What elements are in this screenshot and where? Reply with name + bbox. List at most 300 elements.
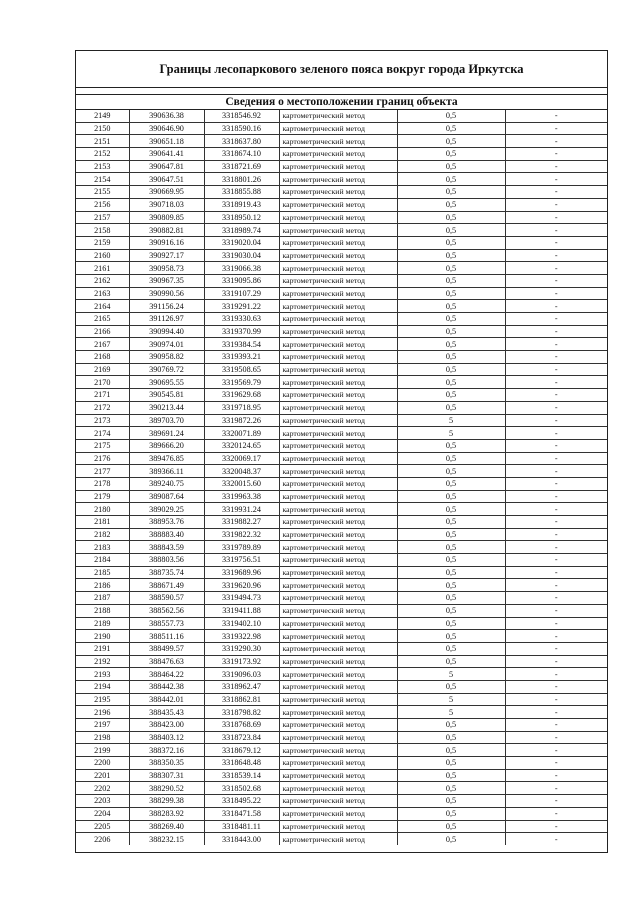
method-cell: картометрический метод <box>279 592 397 605</box>
table-row <box>76 325 607 338</box>
method-cell: картометрический метод <box>279 516 397 529</box>
point-number-cell: 2165 <box>76 313 129 326</box>
description-cell: - <box>505 186 607 199</box>
point-number-cell: 2180 <box>76 503 129 516</box>
point-number-cell: 2174 <box>76 427 129 440</box>
x-coordinate-cell: 390669.95 <box>129 186 204 199</box>
accuracy-cell: 0,5 <box>397 148 505 161</box>
method-cell: картометрический метод <box>279 224 397 237</box>
y-coordinate-cell: 3319290.30 <box>204 642 279 655</box>
table-row <box>76 287 607 300</box>
point-number-cell: 2170 <box>76 376 129 389</box>
y-coordinate-cell: 3318679.12 <box>204 744 279 757</box>
method-cell: картометрический метод <box>279 135 397 148</box>
table-row <box>76 414 607 427</box>
x-coordinate-cell: 389240.75 <box>129 477 204 490</box>
x-coordinate-cell: 390958.73 <box>129 262 204 275</box>
method-cell: картометрический метод <box>279 465 397 478</box>
method-cell: картометрический метод <box>279 680 397 693</box>
accuracy-cell: 0,5 <box>397 262 505 275</box>
table-row <box>76 604 607 617</box>
table-row <box>76 528 607 541</box>
method-cell: картометрический метод <box>279 744 397 757</box>
section-subtitle: Сведения о местоположении границ объекта <box>76 95 607 110</box>
method-cell: картометрический метод <box>279 262 397 275</box>
y-coordinate-cell: 3318919.43 <box>204 198 279 211</box>
x-coordinate-cell: 389666.20 <box>129 439 204 452</box>
accuracy-cell: 0,5 <box>397 579 505 592</box>
accuracy-cell: 5 <box>397 668 505 681</box>
point-number-cell: 2177 <box>76 465 129 478</box>
method-cell: картометрический метод <box>279 693 397 706</box>
coordinates-table <box>76 110 607 845</box>
table-row <box>76 592 607 605</box>
x-coordinate-cell: 388557.73 <box>129 617 204 630</box>
method-cell: картометрический метод <box>279 782 397 795</box>
table-row <box>76 110 607 122</box>
accuracy-cell: 5 <box>397 414 505 427</box>
point-number-cell: 2192 <box>76 655 129 668</box>
accuracy-cell: 0,5 <box>397 655 505 668</box>
method-cell: картометрический метод <box>279 439 397 452</box>
method-cell: картометрический метод <box>279 274 397 287</box>
point-number-cell: 2152 <box>76 148 129 161</box>
point-number-cell: 2155 <box>76 186 129 199</box>
accuracy-cell: 0,5 <box>397 300 505 313</box>
description-cell: - <box>505 313 607 326</box>
description-cell: - <box>505 693 607 706</box>
table-row <box>76 769 607 782</box>
accuracy-cell: 0,5 <box>397 604 505 617</box>
description-cell: - <box>505 630 607 643</box>
method-cell: картометрический метод <box>279 490 397 503</box>
accuracy-cell: 0,5 <box>397 122 505 135</box>
method-cell: картометрический метод <box>279 110 397 122</box>
description-cell: - <box>505 769 607 782</box>
table-row <box>76 274 607 287</box>
method-cell: картометрический метод <box>279 566 397 579</box>
method-cell: картометрический метод <box>279 541 397 554</box>
accuracy-cell: 0,5 <box>397 135 505 148</box>
point-number-cell: 2191 <box>76 642 129 655</box>
y-coordinate-cell: 3319963.38 <box>204 490 279 503</box>
point-number-cell: 2173 <box>76 414 129 427</box>
y-coordinate-cell: 3319789.89 <box>204 541 279 554</box>
accuracy-cell: 0,5 <box>397 363 505 376</box>
x-coordinate-cell: 390646.90 <box>129 122 204 135</box>
table-row <box>76 782 607 795</box>
table-row <box>76 516 607 529</box>
x-coordinate-cell: 388590.57 <box>129 592 204 605</box>
accuracy-cell: 5 <box>397 427 505 440</box>
table-row <box>76 465 607 478</box>
method-cell: картометрический метод <box>279 198 397 211</box>
accuracy-cell: 0,5 <box>397 820 505 833</box>
y-coordinate-cell: 3318721.69 <box>204 160 279 173</box>
method-cell: картометрический метод <box>279 477 397 490</box>
table-row <box>76 566 607 579</box>
point-number-cell: 2178 <box>76 477 129 490</box>
accuracy-cell: 0,5 <box>397 439 505 452</box>
x-coordinate-cell: 388883.40 <box>129 528 204 541</box>
table-row <box>76 351 607 364</box>
table-row <box>76 439 607 452</box>
method-cell: картометрический метод <box>279 401 397 414</box>
description-cell: - <box>505 401 607 414</box>
x-coordinate-cell: 391126.97 <box>129 313 204 326</box>
accuracy-cell: 0,5 <box>397 503 505 516</box>
method-cell: картометрический метод <box>279 617 397 630</box>
y-coordinate-cell: 3319107.29 <box>204 287 279 300</box>
description-cell: - <box>505 604 607 617</box>
accuracy-cell: 0,5 <box>397 566 505 579</box>
table-row <box>76 579 607 592</box>
y-coordinate-cell: 3320124.65 <box>204 439 279 452</box>
table-row <box>76 617 607 630</box>
y-coordinate-cell: 3318648.48 <box>204 757 279 770</box>
table-row <box>76 186 607 199</box>
point-number-cell: 2205 <box>76 820 129 833</box>
point-number-cell: 2166 <box>76 325 129 338</box>
x-coordinate-cell: 390641.41 <box>129 148 204 161</box>
method-cell: картометрический метод <box>279 807 397 820</box>
accuracy-cell: 0,5 <box>397 719 505 732</box>
point-number-cell: 2198 <box>76 731 129 744</box>
x-coordinate-cell: 388464.22 <box>129 668 204 681</box>
description-cell: - <box>505 528 607 541</box>
y-coordinate-cell: 3318546.92 <box>204 110 279 122</box>
table-row <box>76 401 607 414</box>
description-cell: - <box>505 439 607 452</box>
x-coordinate-cell: 390882.81 <box>129 224 204 237</box>
table-row <box>76 338 607 351</box>
point-number-cell: 2159 <box>76 236 129 249</box>
y-coordinate-cell: 3319872.26 <box>204 414 279 427</box>
method-cell: картометрический метод <box>279 604 397 617</box>
accuracy-cell: 0,5 <box>397 477 505 490</box>
description-cell: - <box>505 655 607 668</box>
table-row <box>76 122 607 135</box>
x-coordinate-cell: 390958.82 <box>129 351 204 364</box>
description-cell: - <box>505 160 607 173</box>
description-cell: - <box>505 325 607 338</box>
accuracy-cell: 0,5 <box>397 795 505 808</box>
point-number-cell: 2188 <box>76 604 129 617</box>
accuracy-cell: 0,5 <box>397 274 505 287</box>
point-number-cell: 2201 <box>76 769 129 782</box>
method-cell: картометрический метод <box>279 249 397 262</box>
accuracy-cell: 0,5 <box>397 757 505 770</box>
y-coordinate-cell: 3320071.89 <box>204 427 279 440</box>
point-number-cell: 2154 <box>76 173 129 186</box>
document-title: Границы лесопаркового зеленого пояса вокруг города Иркутска <box>76 51 607 88</box>
description-cell: - <box>505 820 607 833</box>
method-cell: картометрический метод <box>279 363 397 376</box>
method-cell: картометрический метод <box>279 313 397 326</box>
description-cell: - <box>505 668 607 681</box>
accuracy-cell: 0,5 <box>397 389 505 402</box>
description-cell: - <box>505 617 607 630</box>
table-row <box>76 173 607 186</box>
y-coordinate-cell: 3318495.22 <box>204 795 279 808</box>
accuracy-cell: 0,5 <box>397 186 505 199</box>
method-cell: картометрический метод <box>279 338 397 351</box>
accuracy-cell: 0,5 <box>397 313 505 326</box>
y-coordinate-cell: 3319689.96 <box>204 566 279 579</box>
y-coordinate-cell: 3319384.54 <box>204 338 279 351</box>
x-coordinate-cell: 388435.43 <box>129 706 204 719</box>
accuracy-cell: 0,5 <box>397 465 505 478</box>
point-number-cell: 2164 <box>76 300 129 313</box>
x-coordinate-cell: 390974.01 <box>129 338 204 351</box>
x-coordinate-cell: 390769.72 <box>129 363 204 376</box>
description-cell: - <box>505 135 607 148</box>
table-row <box>76 452 607 465</box>
y-coordinate-cell: 3319096.03 <box>204 668 279 681</box>
x-coordinate-cell: 388442.01 <box>129 693 204 706</box>
description-cell: - <box>505 795 607 808</box>
point-number-cell: 2194 <box>76 680 129 693</box>
y-coordinate-cell: 3319494.73 <box>204 592 279 605</box>
x-coordinate-cell: 388953.76 <box>129 516 204 529</box>
accuracy-cell: 0,5 <box>397 110 505 122</box>
table-row <box>76 642 607 655</box>
point-number-cell: 2197 <box>76 719 129 732</box>
accuracy-cell: 0,5 <box>397 642 505 655</box>
x-coordinate-cell: 390809.85 <box>129 211 204 224</box>
y-coordinate-cell: 3318471.58 <box>204 807 279 820</box>
method-cell: картометрический метод <box>279 211 397 224</box>
point-number-cell: 2160 <box>76 249 129 262</box>
table-row <box>76 427 607 440</box>
method-cell: картометрический метод <box>279 769 397 782</box>
accuracy-cell: 0,5 <box>397 224 505 237</box>
y-coordinate-cell: 3318862.81 <box>204 693 279 706</box>
table-row <box>76 363 607 376</box>
y-coordinate-cell: 3319756.51 <box>204 554 279 567</box>
x-coordinate-cell: 388403.12 <box>129 731 204 744</box>
x-coordinate-cell: 391156.24 <box>129 300 204 313</box>
x-coordinate-cell: 388499.57 <box>129 642 204 655</box>
description-cell: - <box>505 287 607 300</box>
point-number-cell: 2193 <box>76 668 129 681</box>
y-coordinate-cell: 3319822.32 <box>204 528 279 541</box>
accuracy-cell: 0,5 <box>397 325 505 338</box>
description-cell: - <box>505 198 607 211</box>
point-number-cell: 2153 <box>76 160 129 173</box>
description-cell: - <box>505 516 607 529</box>
description-cell: - <box>505 731 607 744</box>
table-row <box>76 731 607 744</box>
method-cell: картометрический метод <box>279 503 397 516</box>
y-coordinate-cell: 3319020.04 <box>204 236 279 249</box>
accuracy-cell: 0,5 <box>397 452 505 465</box>
description-cell: - <box>505 389 607 402</box>
description-cell: - <box>505 351 607 364</box>
table-row <box>76 249 607 262</box>
y-coordinate-cell: 3319931.24 <box>204 503 279 516</box>
x-coordinate-cell: 388423.00 <box>129 719 204 732</box>
table-row <box>76 795 607 808</box>
method-cell: картометрический метод <box>279 554 397 567</box>
accuracy-cell: 0,5 <box>397 630 505 643</box>
method-cell: картометрический метод <box>279 173 397 186</box>
point-number-cell: 2200 <box>76 757 129 770</box>
point-number-cell: 2161 <box>76 262 129 275</box>
table-row <box>76 693 607 706</box>
y-coordinate-cell: 3318798.82 <box>204 706 279 719</box>
accuracy-cell: 0,5 <box>397 249 505 262</box>
y-coordinate-cell: 3320069.17 <box>204 452 279 465</box>
point-number-cell: 2168 <box>76 351 129 364</box>
accuracy-cell: 0,5 <box>397 351 505 364</box>
point-number-cell: 2157 <box>76 211 129 224</box>
point-number-cell: 2182 <box>76 528 129 541</box>
point-number-cell: 2189 <box>76 617 129 630</box>
method-cell: картометрический метод <box>279 731 397 744</box>
x-coordinate-cell: 390545.81 <box>129 389 204 402</box>
description-cell: - <box>505 757 607 770</box>
description-cell: - <box>505 249 607 262</box>
table-row <box>76 807 607 820</box>
x-coordinate-cell: 388372.16 <box>129 744 204 757</box>
method-cell: картометрический метод <box>279 351 397 364</box>
table-row <box>76 630 607 643</box>
description-cell: - <box>505 110 607 122</box>
method-cell: картометрический метод <box>279 236 397 249</box>
method-cell: картометрический метод <box>279 376 397 389</box>
y-coordinate-cell: 3319330.63 <box>204 313 279 326</box>
x-coordinate-cell: 388843.59 <box>129 541 204 554</box>
table-row <box>76 820 607 833</box>
accuracy-cell: 5 <box>397 706 505 719</box>
table-row <box>76 503 607 516</box>
x-coordinate-cell: 390647.51 <box>129 173 204 186</box>
y-coordinate-cell: 3319370.99 <box>204 325 279 338</box>
accuracy-cell: 0,5 <box>397 516 505 529</box>
description-cell: - <box>505 224 607 237</box>
x-coordinate-cell: 388735.74 <box>129 566 204 579</box>
x-coordinate-cell: 388290.52 <box>129 782 204 795</box>
description-cell: - <box>505 554 607 567</box>
accuracy-cell: 0,5 <box>397 287 505 300</box>
method-cell: картометрический метод <box>279 414 397 427</box>
x-coordinate-cell: 390213.44 <box>129 401 204 414</box>
accuracy-cell: 0,5 <box>397 833 505 845</box>
description-cell: - <box>505 452 607 465</box>
y-coordinate-cell: 3318723.84 <box>204 731 279 744</box>
method-cell: картометрический метод <box>279 427 397 440</box>
x-coordinate-cell: 389691.24 <box>129 427 204 440</box>
accuracy-cell: 0,5 <box>397 528 505 541</box>
accuracy-cell: 0,5 <box>397 490 505 503</box>
point-number-cell: 2162 <box>76 274 129 287</box>
accuracy-cell: 0,5 <box>397 160 505 173</box>
y-coordinate-cell: 3318674.10 <box>204 148 279 161</box>
point-number-cell: 2184 <box>76 554 129 567</box>
y-coordinate-cell: 3320048.37 <box>204 465 279 478</box>
point-number-cell: 2186 <box>76 579 129 592</box>
description-cell: - <box>505 465 607 478</box>
accuracy-cell: 5 <box>397 693 505 706</box>
x-coordinate-cell: 388232.15 <box>129 833 204 845</box>
y-coordinate-cell: 3318502.68 <box>204 782 279 795</box>
x-coordinate-cell: 389087.64 <box>129 490 204 503</box>
point-number-cell: 2181 <box>76 516 129 529</box>
accuracy-cell: 0,5 <box>397 617 505 630</box>
y-coordinate-cell: 3318590.16 <box>204 122 279 135</box>
description-cell: - <box>505 300 607 313</box>
y-coordinate-cell: 3319629.68 <box>204 389 279 402</box>
y-coordinate-cell: 3319718.95 <box>204 401 279 414</box>
table-row <box>76 389 607 402</box>
x-coordinate-cell: 390927.17 <box>129 249 204 262</box>
y-coordinate-cell: 3319095.86 <box>204 274 279 287</box>
point-number-cell: 2185 <box>76 566 129 579</box>
accuracy-cell: 0,5 <box>397 338 505 351</box>
y-coordinate-cell: 3318855.88 <box>204 186 279 199</box>
method-cell: картометрический метод <box>279 630 397 643</box>
table-row <box>76 313 607 326</box>
method-cell: картометрический метод <box>279 706 397 719</box>
x-coordinate-cell: 389703.70 <box>129 414 204 427</box>
accuracy-cell: 0,5 <box>397 680 505 693</box>
y-coordinate-cell: 3319620.96 <box>204 579 279 592</box>
point-number-cell: 2176 <box>76 452 129 465</box>
x-coordinate-cell: 388283.92 <box>129 807 204 820</box>
description-cell: - <box>505 579 607 592</box>
x-coordinate-cell: 390651.18 <box>129 135 204 148</box>
y-coordinate-cell: 3319066.38 <box>204 262 279 275</box>
table-row <box>76 236 607 249</box>
point-number-cell: 2179 <box>76 490 129 503</box>
table-row <box>76 160 607 173</box>
y-coordinate-cell: 3318989.74 <box>204 224 279 237</box>
x-coordinate-cell: 390636.38 <box>129 110 204 122</box>
point-number-cell: 2172 <box>76 401 129 414</box>
accuracy-cell: 0,5 <box>397 376 505 389</box>
point-number-cell: 2204 <box>76 807 129 820</box>
table-row <box>76 477 607 490</box>
accuracy-cell: 0,5 <box>397 554 505 567</box>
method-cell: картометрический метод <box>279 389 397 402</box>
description-cell: - <box>505 807 607 820</box>
x-coordinate-cell: 388442.38 <box>129 680 204 693</box>
point-number-cell: 2187 <box>76 592 129 605</box>
method-cell: картометрический метод <box>279 795 397 808</box>
y-coordinate-cell: 3319411.88 <box>204 604 279 617</box>
table-row <box>76 300 607 313</box>
accuracy-cell: 0,5 <box>397 744 505 757</box>
point-number-cell: 2195 <box>76 693 129 706</box>
point-number-cell: 2175 <box>76 439 129 452</box>
y-coordinate-cell: 3318801.26 <box>204 173 279 186</box>
x-coordinate-cell: 388350.35 <box>129 757 204 770</box>
accuracy-cell: 0,5 <box>397 236 505 249</box>
y-coordinate-cell: 3319882.27 <box>204 516 279 529</box>
table-row <box>76 680 607 693</box>
description-cell: - <box>505 490 607 503</box>
y-coordinate-cell: 3319030.04 <box>204 249 279 262</box>
point-number-cell: 2202 <box>76 782 129 795</box>
x-coordinate-cell: 389029.25 <box>129 503 204 516</box>
y-coordinate-cell: 3318962.47 <box>204 680 279 693</box>
point-number-cell: 2150 <box>76 122 129 135</box>
table-row <box>76 668 607 681</box>
description-cell: - <box>505 122 607 135</box>
description-cell: - <box>505 274 607 287</box>
description-cell: - <box>505 376 607 389</box>
